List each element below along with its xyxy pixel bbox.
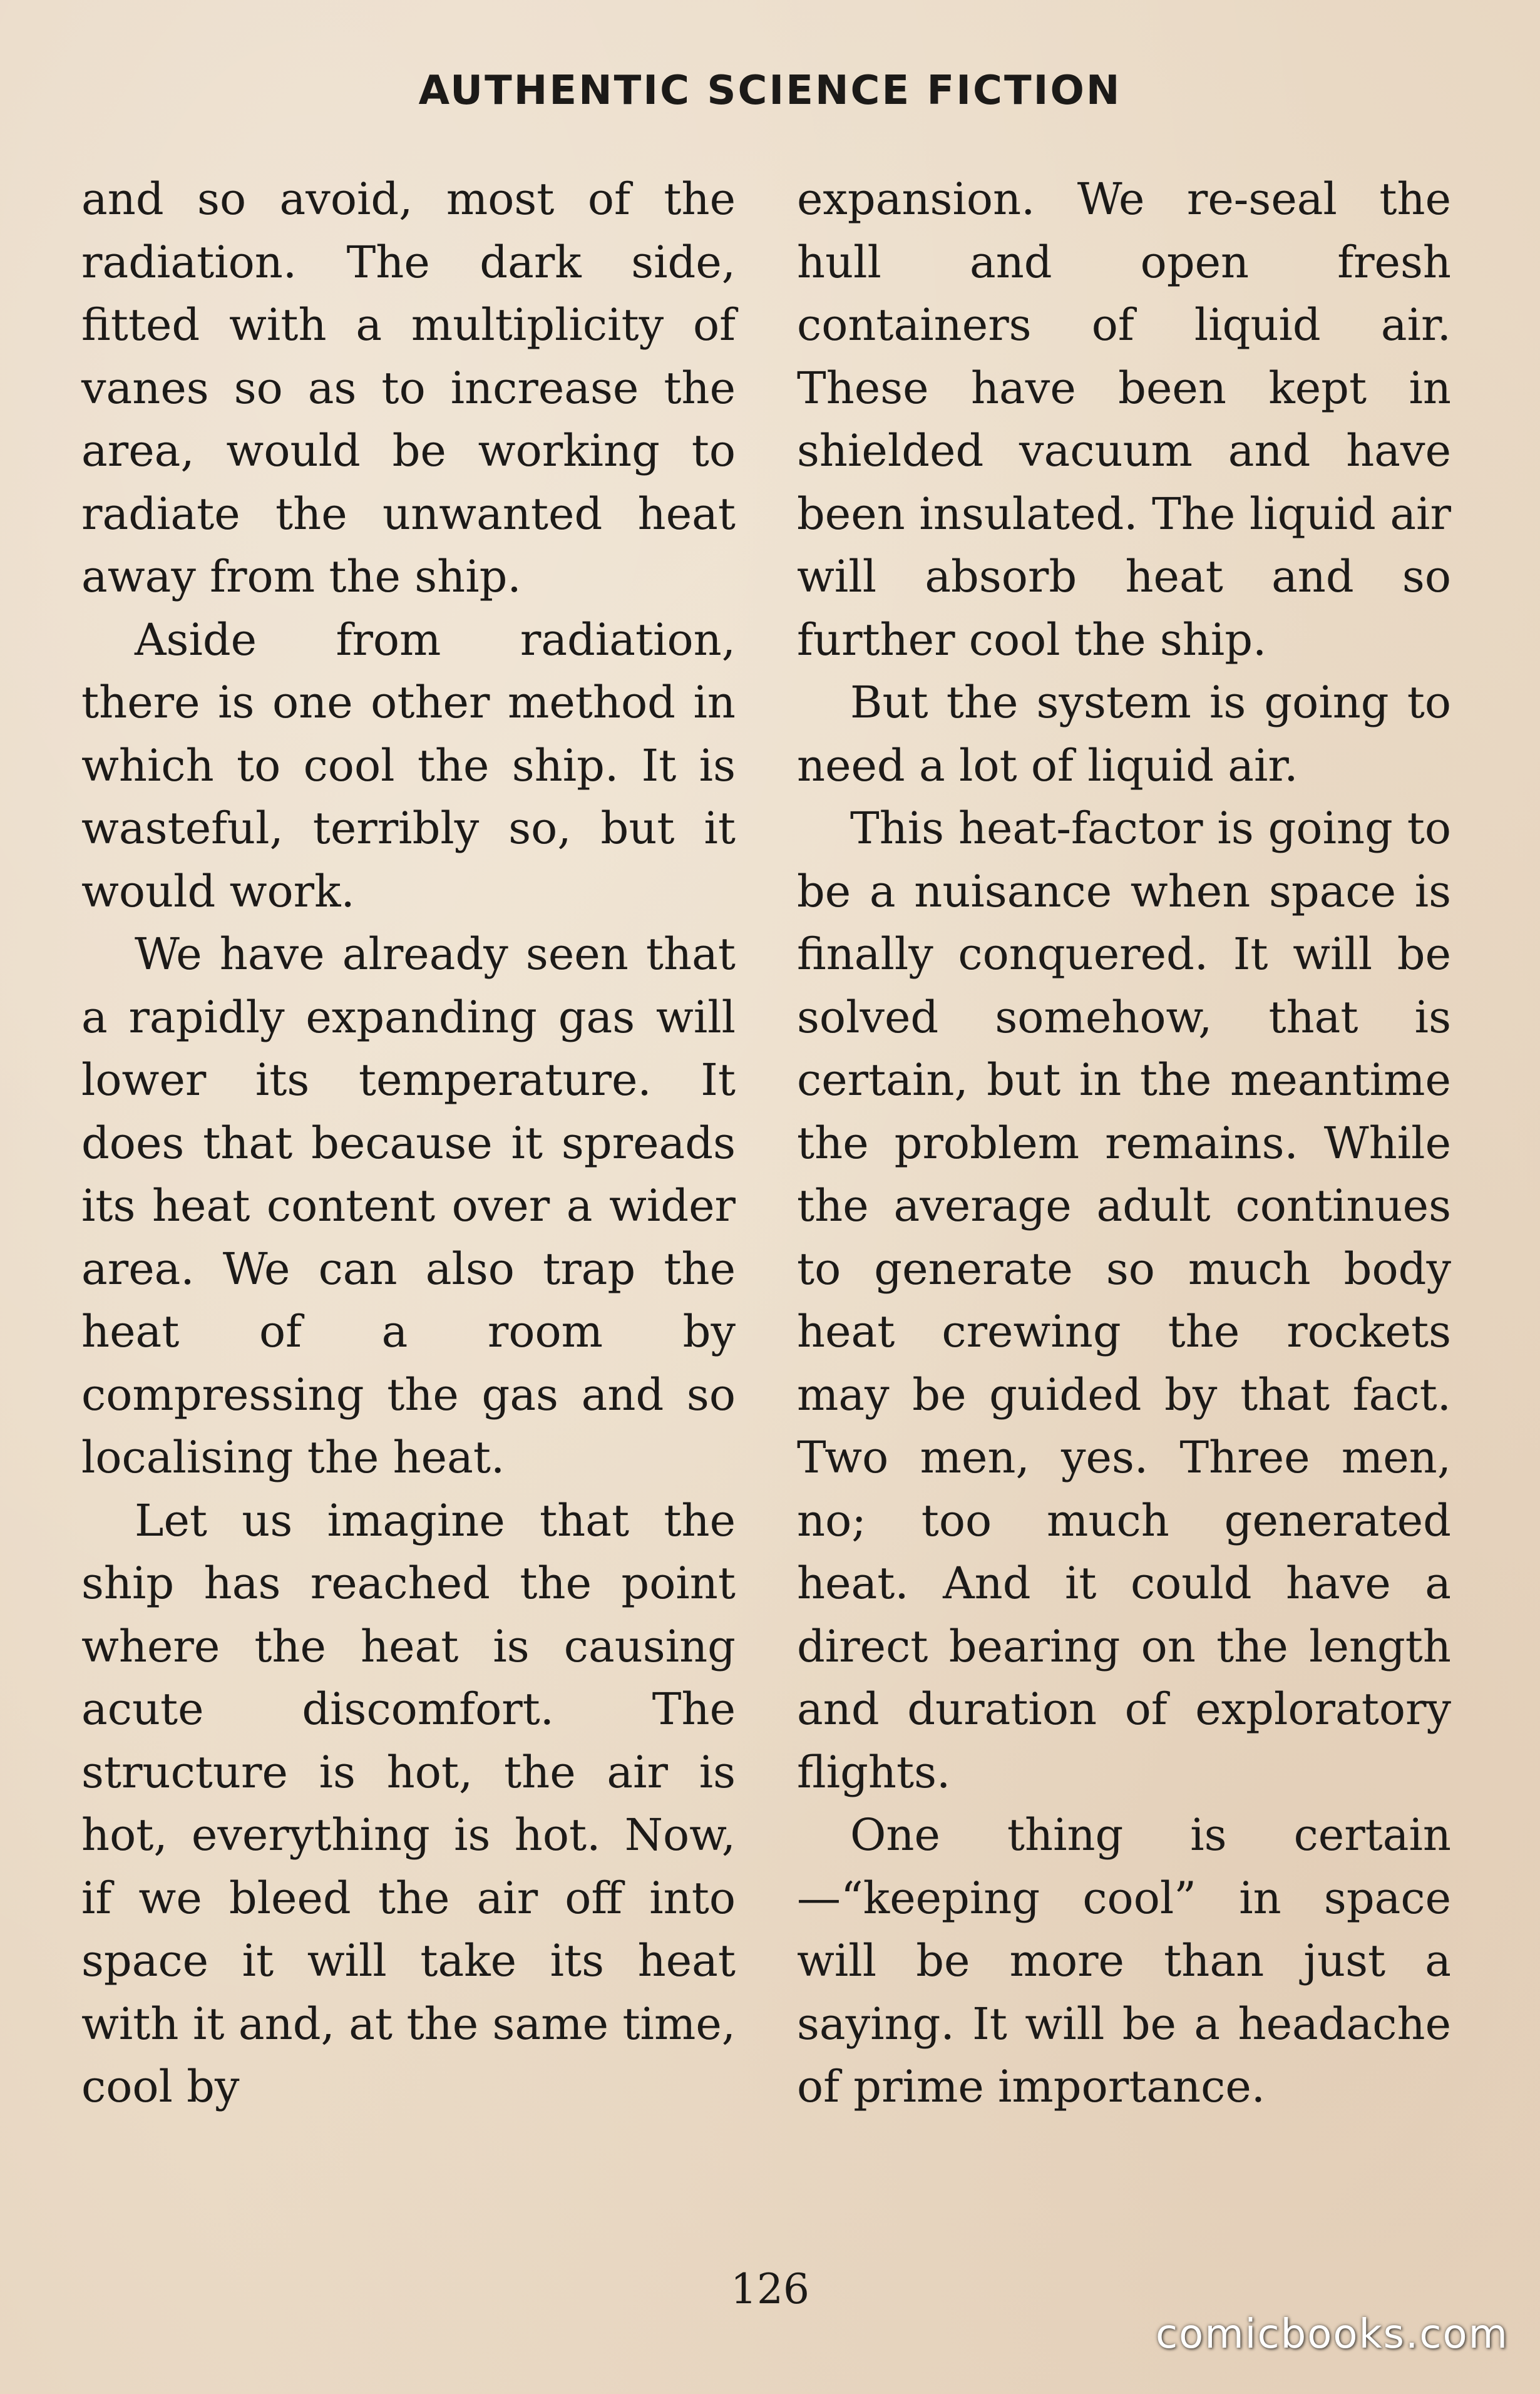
text-column-left <box>81 168 736 2112</box>
text-column-right <box>797 168 1451 2112</box>
paragraph: This heat-factor is going to be a nuisance when space is finally conquered. It will be solved somehow, that is certain, but in the meantime the problem remains. While the average adult continues to generate so much body heat crewing the rockets may be guided by that fact. Two men, yes. Three men, no; too much generated heat. And it could have a direct bearing on the length and duration of exploratory flights. <box>797 803 1451 1798</box>
paragraph: But the system is going to need a lot of liquid air. <box>797 677 1451 791</box>
paragraph: One thing is certain—“keeping cool” in space will be more than just a saying. It will be a headache of prime importance. <box>797 1809 1451 2112</box>
paragraph: expansion. We re-seal the hull and open fresh containers of liquid air. These have been kept in shielded vacuum and have been insulated. The liquid air will absorb heat and so further cool the ship. <box>797 173 1451 665</box>
paragraph: Aside from radiation, there is one other method in which to cool the ship. It is wasteful, terribly so, but it would work. <box>81 614 736 917</box>
watermark: comicbooks.com <box>1155 2311 1509 2358</box>
paragraph: Let us imagine that the ship has reached the point where the heat is causing acute discomfort. The structure is hot, the air is hot, everything is hot. Now, if we bleed the air off into space it will take its heat with it and, at the same time, cool by <box>81 1494 736 2112</box>
page-number: 126 <box>731 2265 809 2313</box>
running-header: AUTHENTIC SCIENCE FICTION <box>418 68 1122 114</box>
paragraph: We have already seen that a rapidly expanding gas will lower its temperature. It does that because it spreads its heat content over a wider area. We can also trap the heat of a room by compressing the gas and so localising the heat. <box>81 928 736 1483</box>
paragraph: and so avoid, most of the radiation. The dark side, fitted with a multiplicity of vanes so as to increase the area, would be working to radiate the unwanted heat away from the ship. <box>81 173 736 602</box>
